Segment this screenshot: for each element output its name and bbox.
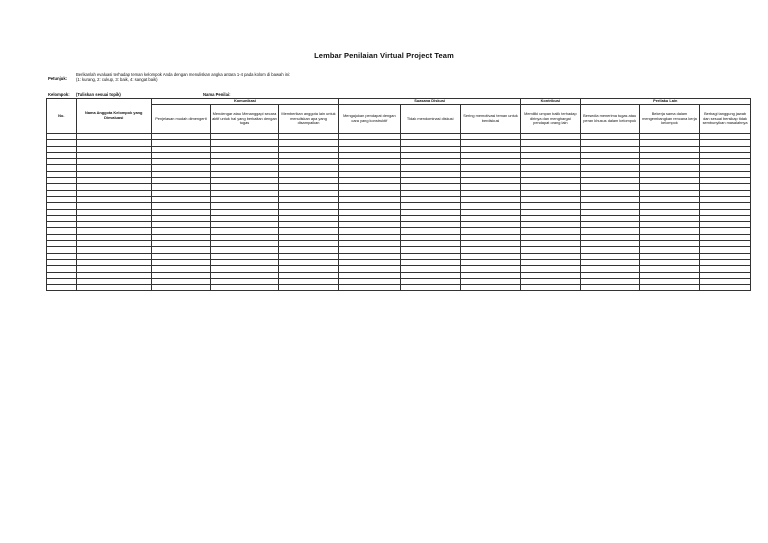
instructions-label: Petunjuk: (48, 76, 68, 81)
criteria-header: Memberikan anggota lain untuk menuliskan apa yang disampaikan (278, 105, 338, 134)
rating-cell[interactable] (700, 285, 751, 291)
group-header-1: Suasana Diskusi (339, 99, 521, 105)
criteria-header: Bersedia menerima tugas atau peran khusus dalam kelompok (580, 105, 639, 134)
table-row (47, 285, 751, 291)
instructions-line-2: (1: kurang, 2: cukup, 3: baik, 4: sangat baik) (76, 77, 158, 83)
assessor-label: Nama Penilai: (203, 92, 231, 97)
criteria-header: Memiliki umpan balik terhadap dirinya dan menghargai pendapat orang lain (521, 105, 580, 134)
rating-cell[interactable] (339, 285, 400, 291)
rating-cell[interactable] (639, 285, 699, 291)
instructions-text (76, 72, 576, 83)
group-header-3: Perilaku Lain (580, 99, 751, 105)
rating-cell[interactable] (521, 285, 580, 291)
criteria-header: Penjelasan mudah dimengerti (151, 105, 210, 134)
rating-cell[interactable] (211, 285, 279, 291)
evaluation-table (46, 98, 751, 291)
criteria-header: Mengajukan pendapat dengan cara yang konstruktif (339, 105, 400, 134)
group-label: Kelompok: (48, 92, 70, 97)
col-name-header: Nama Anggota Kelompok yang Dievaluasi (76, 99, 151, 134)
table-body (47, 134, 751, 291)
criteria-header: Bekerja sama dalam mengembangkan rencana kerja kelompok (639, 105, 699, 134)
rating-cell[interactable] (278, 285, 338, 291)
instructions-line-1: Berikanlah evaluasi terhadap teman kelompok Anda dengan menuliskan angka antara 1-4 pada kolom di bawah ini: (76, 72, 291, 77)
row-number-cell[interactable] (47, 285, 77, 291)
rating-cell[interactable] (460, 285, 520, 291)
group-header-2: Kontribusi (521, 99, 580, 105)
member-name-cell[interactable] (76, 285, 151, 291)
criteria-header: Mendengar atau Menanggapi secara aktif untuk hal yang berkaitan dengan tugas (211, 105, 279, 134)
group-hint: (Tuliskan sesuai topik) (76, 92, 121, 97)
page-title: Lembar Penilaian Virtual Project Team (314, 51, 454, 60)
header-criteria-row (47, 105, 751, 134)
group-header-0: Komunikasi (151, 99, 338, 105)
criteria-header: Sering memotivasi teman untuk berdiskusi (460, 105, 520, 134)
col-no-header: No. (47, 99, 77, 134)
criteria-header: Berbagi tanggung jawab dan sesuai bersikap tidak sembunyikan masalahnya (700, 105, 751, 134)
rating-cell[interactable] (400, 285, 460, 291)
rating-cell[interactable] (151, 285, 210, 291)
rating-cell[interactable] (580, 285, 639, 291)
criteria-header: Tidak mendominasi diskusi (400, 105, 460, 134)
